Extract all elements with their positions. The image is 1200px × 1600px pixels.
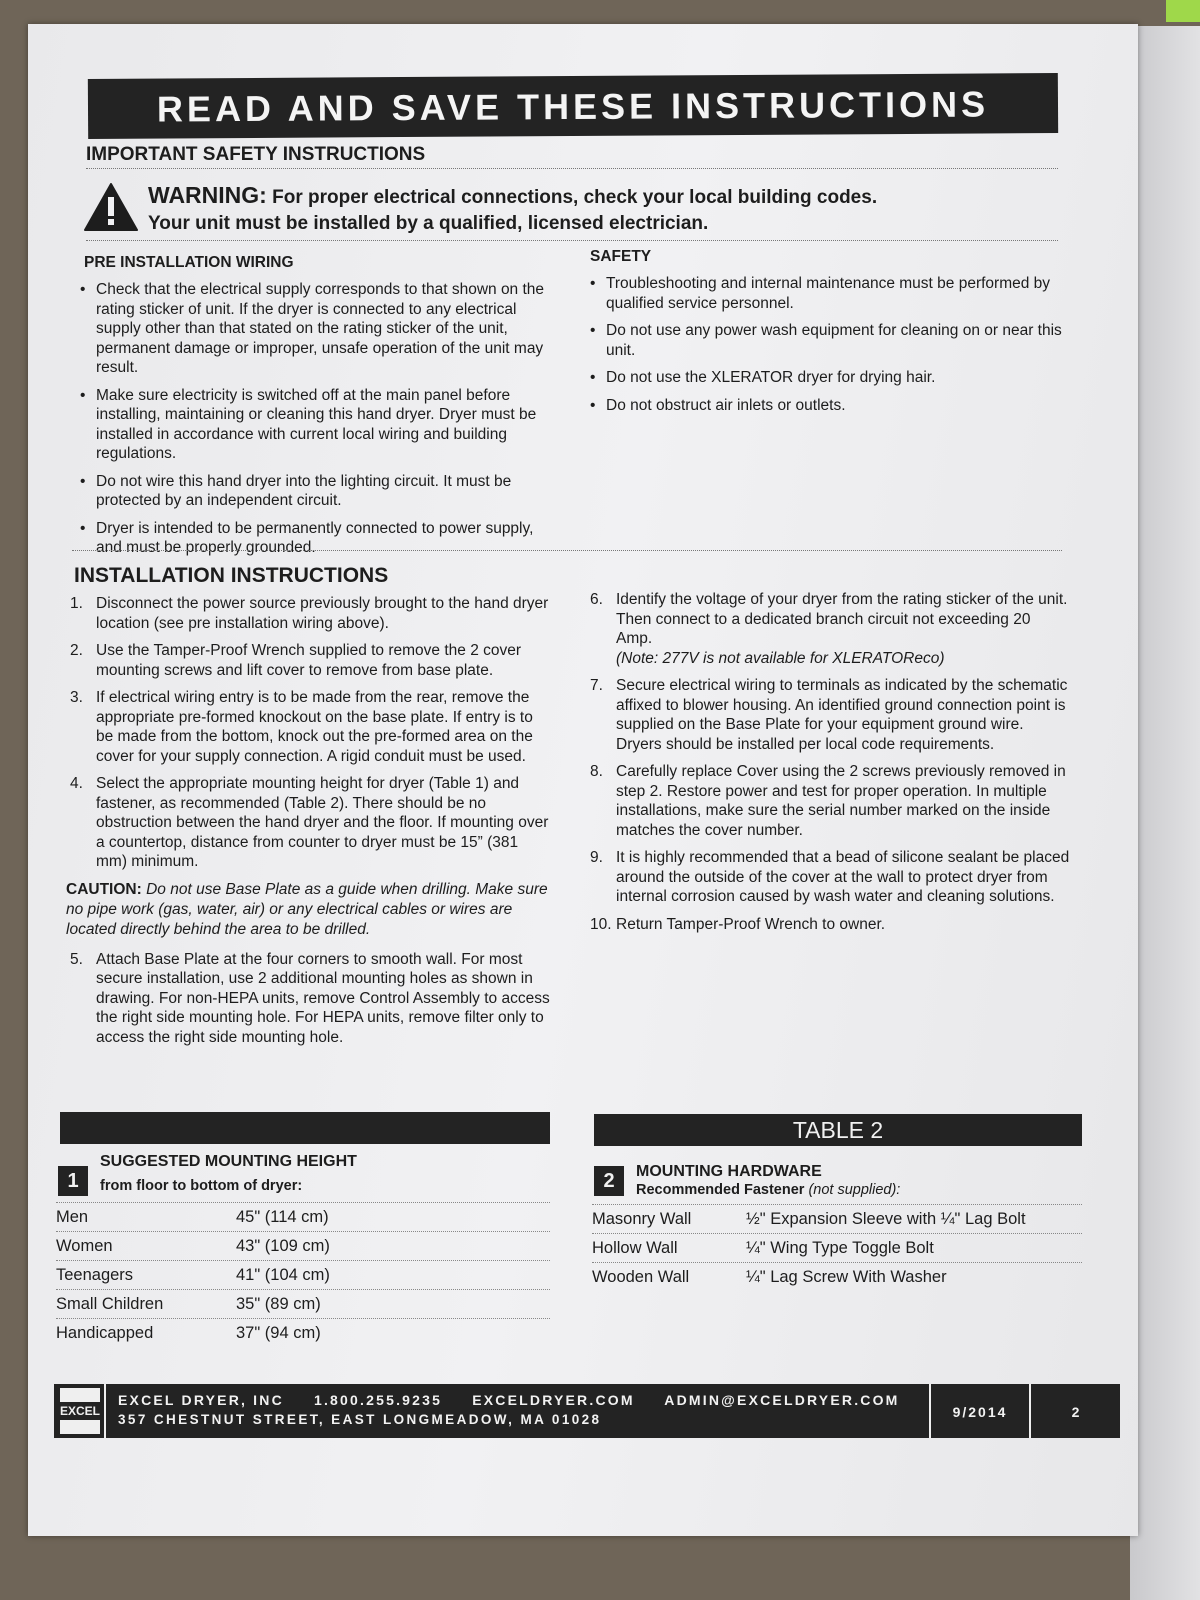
document-page [28,24,1138,1536]
footer-contact [118,1392,924,1408]
excel-logo: EXCEL [54,1384,106,1438]
warning-line-1: For proper electrical connections, check your local building codes. [272,187,878,208]
safety-title: SAFETY [590,248,652,265]
table1-title: SUGGESTED MOUNTING HEIGHT [100,1153,357,1170]
list-item: • Do not use the XLERATOR dryer for drying hair. [590,368,1070,388]
install-title: INSTALLATION INSTRUCTIONS [74,564,389,587]
table2-subtitle: Recommended Fastener (not supplied): [636,1182,901,1198]
divider [72,550,1062,551]
caution-text: Do not use Base Plate as a guide when drilling. Make sure no pipe work (gas, water, air) or any electrical cables or wires are located directly behind the area to be drilled. [66,880,548,938]
next-page-edge [1130,26,1200,1600]
footer-date: 9/2014 [929,1384,1029,1438]
footer-website: EXCELDRYER.COM [472,1392,635,1408]
table-row: Masonry Wall ½" Expansion Sleeve with ¼" Lag Bolt [592,1204,1082,1233]
warning-line-2: Your unit must be installed by a qualified, licensed electrician. [148,213,709,234]
install-step: 2. Use the Tamper-Proof Wrench supplied to remove the 2 cover mounting screws and lift cover to remove from base plate. [70,642,522,679]
list-item: • Make sure electricity is switched off at the main panel before installing, maintaining or cleaning this hand dryer. Dryer must be installed in accordance with current local wiring and building regulations. [80,386,550,464]
install-step: 9. It is highly recommended that a bead of silicone sealant be placed around the outside of the cover at the wall to protect dryer from internal corrosion caused by wash water and cleaning solutions. [590,849,1070,905]
table1-subtitle: from floor to bottom of dryer: [100,1178,303,1194]
footer-email: ADMIN@EXCELDRYER.COM [664,1392,900,1408]
divider [86,168,1058,169]
page-number: 2 [1029,1384,1120,1438]
pre-wiring-title: PRE INSTALLATION WIRING [84,254,294,271]
list-item: • Dryer is intended to be permanently connected to power supply, and must be properly grounded. [80,519,550,558]
install-steps-left [66,594,550,1055]
list-item: • Do not wire this hand dryer into the lighting circuit. It must be protected by an independent circuit. [80,472,550,511]
table-row: Teenagers 41" (104 cm) [56,1260,550,1289]
list-item: • Check that the electrical supply corresponds to that shown on the rating sticker of unit. If the dryer is connected to any electrical supply other than that stated on the rating sticker of the unit, permanent damage or improper, unsafe operation of the unit may result. [80,280,550,378]
install-step: 6. Identify the voltage of your dryer from the rating sticker of the unit. Then connect to a dedicated branch circuit not exceeding 20 Amp. (Note: 277V is not available for XLERATOReco) [590,591,1068,667]
page-banner: READ AND SAVE THESE INSTRUCTIONS [88,73,1058,139]
table-row: Hollow Wall ¼" Wing Type Toggle Bolt [592,1233,1082,1262]
caution-label: CAUTION: [66,880,142,898]
install-step: 10. Return Tamper-Proof Wrench to owner. [590,915,886,933]
safety-list [590,274,1070,423]
table1-number: 1 [58,1166,88,1196]
green-tab [1166,0,1200,22]
warning-label: WARNING: [148,182,267,208]
table-row: Men 45" (114 cm) [56,1202,550,1231]
install-steps-right [590,590,1070,942]
divider [86,240,1058,241]
table-row: Wooden Wall ¼" Lag Screw With Washer [592,1262,1082,1291]
install-step: 7. Secure electrical wiring to terminals as indicated by the schematic affixed to blower housing. An identified ground connection point is supplied on the Base Plate for your equipment ground wire. Dryers should be installed per local code requirements. [590,677,1068,753]
table2-number: 2 [594,1166,624,1196]
list-item: • Troubleshooting and internal maintenance must be performed by qualified service personnel. [590,274,1070,313]
pre-wiring-list [80,280,550,566]
list-item: • Do not obstruct air inlets or outlets. [590,396,1070,416]
table2-rows [592,1204,1082,1291]
install-step: 4. Select the appropriate mounting height for dryer (Table 1) and fastener, as recommended (Table 2). There should be no obstruction between the hand dryer and the floor. If mounting over a countertop, distance from counter to dryer must be 15” (381 mm) minimum. [70,775,549,870]
install-step: 1. Disconnect the power source previously brought to the hand dryer location (see pre installation wiring above). [70,595,549,632]
footer-address: 357 CHESTNUT STREET, EAST LONGMEADOW, MA 01028 [118,1412,602,1427]
install-step: 5. Attach Base Plate at the four corners to smooth wall. For most secure installation, use 2 additional mounting holes as shown in drawing. For non-HEPA units, remove Control Assembly to access the right side mounting hole. For HEPA units, remove filter only to access the right side mounting hole. [70,950,550,1046]
table1-rows [56,1202,550,1347]
footer-phone: 1.800.255.9235 [313,1392,443,1408]
list-item: • Do not use any power wash equipment for cleaning on or near this unit. [590,321,1070,360]
table-row: Small Children 35" (89 cm) [56,1289,550,1318]
table-row: Women 43" (109 cm) [56,1231,550,1260]
install-step: 8. Carefully replace Cover using the 2 screws previously removed in step 2. Restore power and test for proper operation. In multiple installations, make sure the serial number marked on the inside matches the cover number. [590,763,1066,839]
table2-title: MOUNTING HARDWARE [636,1163,822,1180]
safety-heading: IMPORTANT SAFETY INSTRUCTIONS [86,144,426,165]
table2-header-bar: TABLE 2 [594,1114,1082,1146]
table-row: Handicapped 37" (94 cm) [56,1318,550,1347]
install-step: 3. If electrical wiring entry is to be made from the rear, remove the appropriate pre-formed knockout on the base plate. If entry is to be made from the bottom, knock out the pre-formed area on the cover for your supply connection. A rigid conduit must be used. [70,689,533,765]
table1-header-bar [60,1112,550,1144]
warning-triangle-icon [83,182,139,232]
footer-bar [54,1384,1120,1438]
footer-company: EXCEL DRYER, INC [118,1392,284,1408]
caution-note [66,880,550,940]
warning-text [148,182,1048,237]
